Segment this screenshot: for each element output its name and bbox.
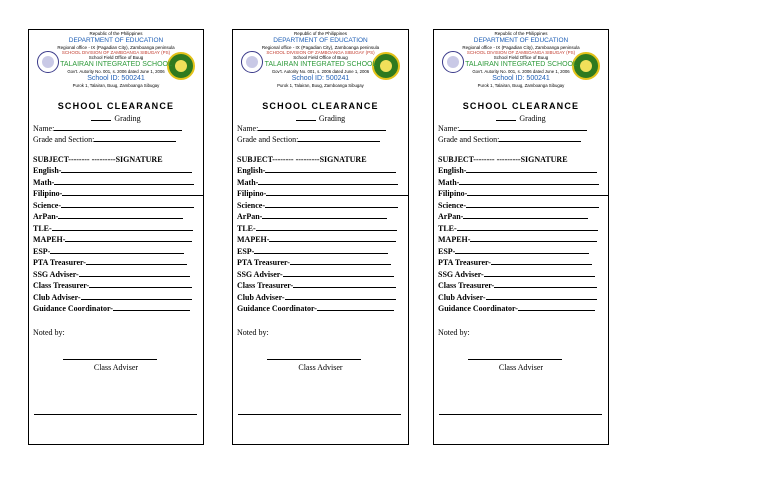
name-row — [33, 125, 182, 133]
authority-text: Gov't. Autority No. 001, s. 2006 dated June 1, 2006 — [67, 69, 165, 74]
region-text: Regional office - IX (Pagadian City), Zamboanga peninsula — [462, 45, 580, 50]
name-row-blank[interactable] — [258, 129, 386, 131]
subject-row — [33, 190, 204, 198]
subject-row-blank[interactable] — [283, 275, 394, 277]
school-id: School ID: 500241 — [492, 75, 550, 82]
field-office-text: School Field Office of Buug — [493, 55, 549, 60]
subject-row-blank[interactable] — [466, 171, 597, 173]
subject-row — [237, 190, 408, 198]
subject-row — [237, 167, 396, 175]
adviser-signature-line[interactable] — [267, 359, 361, 360]
republic-text: Republic of the Philippines — [494, 31, 548, 36]
subject-row-label: SSG Adviser- — [33, 269, 79, 279]
subject-row-label: SSG Adviser- — [438, 269, 484, 279]
subject-row — [33, 294, 192, 302]
subject-row-label: Science- — [237, 200, 265, 210]
adviser-signature-line[interactable] — [468, 359, 562, 360]
grading-label: Grading — [519, 114, 546, 123]
name-row-blank[interactable] — [459, 129, 587, 131]
subject-row-blank[interactable] — [467, 194, 609, 196]
subject-heading-label: SUBJECT-------- ---------SIGNATURE — [237, 155, 367, 164]
subject-row-blank[interactable] — [265, 171, 396, 173]
subject-row-label: PTA Treasurer- — [237, 258, 290, 267]
class-adviser-label: Class Adviser — [498, 363, 544, 372]
subject-row-blank[interactable] — [491, 263, 592, 265]
subject-row — [33, 213, 183, 221]
school-id: School ID: 500241 — [291, 75, 350, 82]
subject-row-blank[interactable] — [256, 229, 397, 231]
name-row-label: Name: — [237, 124, 259, 133]
subject-row-blank[interactable] — [459, 183, 599, 185]
adviser-signature-line[interactable] — [63, 359, 157, 360]
noted-by — [438, 329, 470, 337]
subject-row-label: English- — [438, 166, 467, 175]
department-title: DEPARTMENT OF EDUCATION — [68, 37, 164, 44]
subject-row — [438, 305, 595, 313]
subject-row — [33, 167, 192, 175]
subject-row — [438, 190, 609, 198]
subject-row-label: Club Adviser- — [237, 292, 285, 302]
school-name: TALAIRAN INTEGRATED SCHOOL — [465, 61, 577, 68]
subject-row — [237, 305, 394, 313]
subject-row-label: English- — [33, 166, 62, 175]
grade-section-row-blank[interactable] — [94, 140, 176, 142]
address-text: Purok 1, Talairan, Buug, Zamboanga Sibugay — [72, 83, 160, 88]
school-name: TALAIRAN INTEGRATED SCHOOL — [60, 61, 172, 68]
subject-row-label: Club Adviser- — [438, 292, 486, 302]
subject-row-label: MAPEH- — [33, 235, 66, 244]
subject-row-blank[interactable] — [484, 275, 595, 277]
subject-row-label: ESP- — [33, 246, 51, 256]
subject-row-blank[interactable] — [463, 217, 588, 219]
subject-row-label: Class Treasurer- — [438, 281, 495, 290]
subject-row — [237, 213, 387, 221]
subject-row — [438, 179, 599, 187]
subject-row-blank[interactable] — [89, 286, 192, 288]
subject-row-label: Guidance Coordinator- — [438, 304, 518, 313]
subject-row — [33, 282, 192, 290]
grading-blank[interactable] — [296, 120, 316, 121]
noted-by-label: Noted by: — [237, 328, 269, 337]
grade-section-row-blank[interactable] — [499, 140, 581, 142]
division-text: SCHOOL DIVISION OF ZAMBOANGA SIBUGAY (PS) — [61, 50, 171, 55]
subject-row — [438, 294, 597, 302]
subject-row-blank[interactable] — [113, 309, 190, 311]
subject-row — [438, 225, 598, 233]
subject-row-label: PTA Treasurer- — [33, 258, 86, 267]
region-text: Regional office - IX (Pagadian City), Zamboanga peninsula — [57, 45, 175, 50]
subject-row-blank[interactable] — [466, 206, 599, 208]
subject-row-blank[interactable] — [486, 298, 597, 300]
subject-row — [237, 225, 397, 233]
subject-row-label: Science- — [33, 200, 61, 210]
grade-section-row-blank[interactable] — [298, 140, 380, 142]
subject-row-blank[interactable] — [470, 240, 597, 242]
subject-row-blank[interactable] — [266, 194, 408, 196]
subject-row-label: MAPEH- — [237, 235, 270, 244]
subject-row-blank[interactable] — [262, 217, 387, 219]
subject-row-blank[interactable] — [254, 252, 388, 254]
subject-row-label: Filipino- — [237, 189, 267, 198]
subject-row — [33, 236, 192, 244]
name-row-label: Name: — [438, 124, 460, 133]
subject-row-blank[interactable] — [457, 229, 598, 231]
subject-row-blank[interactable] — [269, 240, 396, 242]
bottom-signature-line[interactable] — [34, 414, 197, 415]
subject-row-blank[interactable] — [455, 252, 589, 254]
subject-row-label: SSG Adviser- — [237, 269, 283, 279]
grade-section-row-label: Grade and Section: — [438, 135, 500, 144]
subject-heading-label: SUBJECT-------- ---------SIGNATURE — [438, 155, 568, 164]
subject-row — [438, 236, 597, 244]
name-row — [237, 125, 386, 133]
grade-section-row — [33, 136, 176, 144]
subject-row-blank[interactable] — [285, 298, 396, 300]
subject-row — [237, 202, 398, 210]
subject-row-blank[interactable] — [65, 240, 192, 242]
subject-row-blank[interactable] — [265, 206, 398, 208]
form-title: SCHOOL CLEARANCE — [57, 101, 175, 111]
clearance-card — [232, 29, 409, 445]
subject-row-label: PTA Treasurer- — [438, 258, 491, 267]
subject-row-label: Math- — [438, 177, 460, 187]
subject-row — [33, 305, 190, 313]
subject-row-blank[interactable] — [81, 298, 192, 300]
subject-row-label: Filipino- — [438, 189, 468, 198]
subject-row — [33, 202, 194, 210]
noted-by-label: Noted by: — [33, 328, 65, 337]
grade-section-row-label: Grade and Section: — [33, 135, 95, 144]
subject-row-label: TLE- — [237, 223, 256, 233]
subject-row — [438, 202, 599, 210]
subject-row — [438, 271, 595, 279]
subject-row-blank[interactable] — [62, 194, 204, 196]
subject-row — [33, 225, 193, 233]
subject-row — [438, 248, 589, 256]
grading-line — [233, 114, 408, 123]
subject-row-label: ESP- — [237, 246, 255, 256]
subject-row — [33, 259, 187, 267]
name-row-blank[interactable] — [54, 129, 182, 131]
grade-section-row — [237, 136, 380, 144]
field-office-text: School Field Office of Buug — [88, 55, 144, 60]
subject-row-label: Math- — [237, 177, 259, 187]
school-header — [29, 30, 203, 95]
department-title: DEPARTMENT OF EDUCATION — [273, 37, 368, 44]
subject-row-blank[interactable] — [290, 263, 391, 265]
subject-row-blank[interactable] — [258, 183, 398, 185]
subject-row-blank[interactable] — [52, 229, 193, 231]
subject-row-blank[interactable] — [494, 286, 597, 288]
subject-row — [237, 179, 398, 187]
subject-row-label: Club Adviser- — [33, 292, 81, 302]
address-text: Purok 1, Talairan, Buug, Zamboanga Sibugay — [477, 83, 565, 88]
noted-by — [33, 329, 65, 337]
subject-heading-label: SUBJECT-------- ---------SIGNATURE — [33, 155, 163, 164]
form-title: SCHOOL CLEARANCE — [462, 101, 580, 111]
clearance-card — [433, 29, 609, 445]
subject-row-label: ArPan- — [237, 212, 263, 221]
subject-row — [33, 271, 190, 279]
subject-row-label: ArPan- — [33, 212, 59, 221]
authority-text: Gov't. Autority No. 001, s. 2006 dated June 1, 2006 — [271, 69, 370, 74]
school-name: TALAIRAN INTEGRATED SCHOOL — [264, 61, 377, 68]
noted-by-label: Noted by: — [438, 328, 470, 337]
subject-row-blank[interactable] — [317, 309, 394, 311]
subject-row-blank[interactable] — [293, 286, 396, 288]
authority-text: Gov't. Autority No. 001, s. 2006 dated June 1, 2006 — [472, 69, 570, 74]
clearance-card — [28, 29, 204, 445]
subject-row-blank[interactable] — [79, 275, 190, 277]
school-header — [233, 30, 408, 95]
subject-row-label: ArPan- — [438, 212, 464, 221]
class-adviser-label: Class Adviser — [298, 363, 343, 372]
school-id: School ID: 500241 — [87, 75, 145, 82]
subject-row-blank[interactable] — [86, 263, 187, 265]
division-text: SCHOOL DIVISION OF ZAMBOANGA SIBUGAY (PS) — [266, 50, 375, 55]
class-adviser-label: Class Adviser — [93, 363, 139, 372]
department-title: DEPARTMENT OF EDUCATION — [473, 37, 569, 44]
subject-row-blank[interactable] — [58, 217, 183, 219]
subject-row — [33, 179, 194, 187]
subject-row — [237, 282, 396, 290]
grading-blank[interactable] — [91, 120, 111, 121]
subject-row — [33, 248, 184, 256]
address-text: Purok 1, Talairan, Buug, Zamboanga Sibugay — [277, 83, 364, 88]
subject-row-blank[interactable] — [61, 171, 192, 173]
subject-row — [237, 236, 396, 244]
subject-row — [237, 259, 391, 267]
subject-heading — [33, 156, 163, 164]
subject-row-blank[interactable] — [61, 206, 194, 208]
region-text: Regional office - IX (Pagadian City), Zamboanga peninsula — [261, 45, 380, 50]
subject-heading — [438, 156, 568, 164]
grading-line — [29, 114, 203, 123]
grade-section-row — [438, 136, 581, 144]
subject-row-label: MAPEH- — [438, 235, 471, 244]
subject-row-label: Class Treasurer- — [237, 281, 294, 290]
subject-row-label: Math- — [33, 177, 55, 187]
noted-by — [237, 329, 269, 337]
subject-row — [237, 271, 394, 279]
name-row-label: Name: — [33, 124, 55, 133]
subject-row-label: TLE- — [438, 223, 457, 233]
subject-heading — [237, 156, 367, 164]
grading-blank[interactable] — [496, 120, 516, 121]
subject-row — [438, 213, 588, 221]
subject-row — [237, 294, 396, 302]
subject-row-label: ESP- — [438, 246, 456, 256]
republic-text: Republic of the Philippines — [89, 31, 143, 36]
subject-row-blank[interactable] — [50, 252, 184, 254]
subject-row — [438, 167, 597, 175]
subject-row-label: English- — [237, 166, 266, 175]
form-title: SCHOOL CLEARANCE — [262, 101, 379, 111]
subject-row — [438, 259, 592, 267]
division-text: SCHOOL DIVISION OF ZAMBOANGA SIBUGAY (PS) — [466, 50, 576, 55]
school-header — [434, 30, 608, 95]
bottom-signature-line[interactable] — [439, 414, 602, 415]
subject-row-label: Guidance Coordinator- — [237, 304, 317, 313]
subject-row-label: Science- — [438, 200, 466, 210]
subject-row-label: TLE- — [33, 223, 52, 233]
grading-line — [434, 114, 608, 123]
grade-section-row-label: Grade and Section: — [237, 135, 299, 144]
name-row — [438, 125, 587, 133]
bottom-signature-line[interactable] — [238, 414, 401, 415]
subject-row-blank[interactable] — [518, 309, 595, 311]
subject-row-label: Filipino- — [33, 189, 63, 198]
subject-row-label: Class Treasurer- — [33, 281, 90, 290]
grading-label: Grading — [114, 114, 141, 123]
subject-row-label: Guidance Coordinator- — [33, 304, 113, 313]
grading-label: Grading — [318, 114, 346, 123]
republic-text: Republic of the Philippines — [293, 31, 348, 36]
subject-row — [237, 248, 388, 256]
field-office-text: School Field Office of Buug — [293, 55, 348, 60]
subject-row-blank[interactable] — [54, 183, 194, 185]
subject-row — [438, 282, 597, 290]
